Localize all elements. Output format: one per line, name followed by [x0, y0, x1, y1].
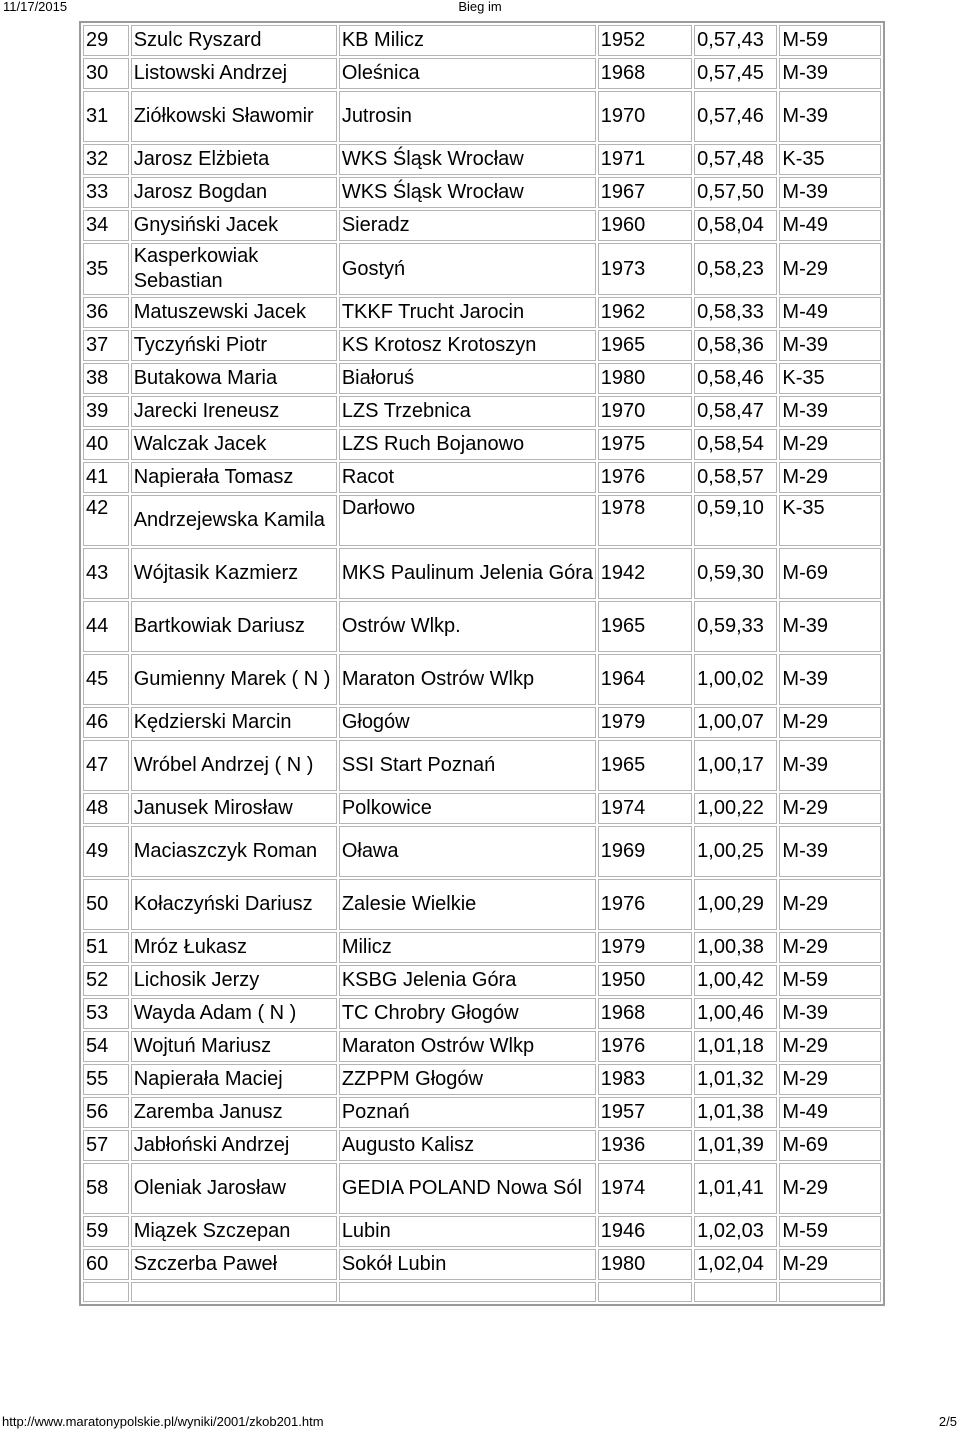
- finish-time: 0,57,48: [694, 144, 777, 175]
- birth-year: 1980: [598, 1249, 692, 1280]
- age-category: M-39: [779, 826, 881, 877]
- table-row: [83, 965, 881, 996]
- table-row: [83, 879, 881, 930]
- table-row: [83, 330, 881, 361]
- empty-cell: [131, 1282, 337, 1302]
- age-category: K-35: [779, 144, 881, 175]
- runner-club: KSBG Jelenia Góra: [339, 965, 596, 996]
- age-category: M-49: [779, 210, 881, 241]
- runner-name: Tyczyński Piotr: [131, 330, 337, 361]
- finish-time: 0,58,36: [694, 330, 777, 361]
- age-category: M-29: [779, 243, 881, 295]
- table-row: [83, 297, 881, 328]
- table-row: [83, 1097, 881, 1128]
- result-position: 43: [83, 548, 129, 599]
- runner-club: Poznań: [339, 1097, 596, 1128]
- age-category: M-59: [779, 25, 881, 56]
- table-row: [83, 396, 881, 427]
- table-row: [83, 1249, 881, 1280]
- runner-name: Oleniak Jarosław: [131, 1163, 337, 1214]
- birth-year: 1964: [598, 654, 692, 705]
- birth-year: 1974: [598, 1163, 692, 1214]
- age-category: M-59: [779, 1216, 881, 1247]
- runner-club: KB Milicz: [339, 25, 596, 56]
- result-position: 60: [83, 1249, 129, 1280]
- result-position: 29: [83, 25, 129, 56]
- table-row: [83, 548, 881, 599]
- runner-club: Oława: [339, 826, 596, 877]
- birth-year: 1979: [598, 707, 692, 738]
- page-title: Bieg im: [458, 0, 502, 14]
- runner-club: WKS Śląsk Wrocław: [339, 177, 596, 208]
- runner-club: KS Krotosz Krotoszyn: [339, 330, 596, 361]
- result-position: 58: [83, 1163, 129, 1214]
- runner-name: Wayda Adam ( N ): [131, 998, 337, 1029]
- table-row: [83, 1163, 881, 1214]
- table-row: [83, 429, 881, 460]
- runner-name: Ziółkowski Sławomir: [131, 91, 337, 142]
- finish-time: 0,58,47: [694, 396, 777, 427]
- age-category: M-29: [779, 793, 881, 824]
- runner-club: GEDIA POLAND Nowa Sól: [339, 1163, 596, 1214]
- runner-name: Szulc Ryszard: [131, 25, 337, 56]
- runner-name: Wojtuń Mariusz: [131, 1031, 337, 1062]
- runner-club: Racot: [339, 462, 596, 493]
- runner-name: Matuszewski Jacek: [131, 297, 337, 328]
- birth-year: 1978: [598, 495, 692, 546]
- runner-name: Lichosik Jerzy: [131, 965, 337, 996]
- table-row: [83, 1064, 881, 1095]
- age-category: M-69: [779, 548, 881, 599]
- runner-name: Walczak Jacek: [131, 429, 337, 460]
- result-position: 59: [83, 1216, 129, 1247]
- result-position: 38: [83, 363, 129, 394]
- runner-name: Jabłoński Andrzej: [131, 1130, 337, 1161]
- birth-year: 1950: [598, 965, 692, 996]
- runner-club: Darłowo: [339, 495, 596, 546]
- runner-name: Wróbel Andrzej ( N ): [131, 740, 337, 791]
- finish-time: 0,57,43: [694, 25, 777, 56]
- table-row: [83, 740, 881, 791]
- runner-name: Zaremba Janusz: [131, 1097, 337, 1128]
- runner-club: MKS Paulinum Jelenia Góra: [339, 548, 596, 599]
- birth-year: 1967: [598, 177, 692, 208]
- result-position: 48: [83, 793, 129, 824]
- table-row: [83, 177, 881, 208]
- runner-name: Listowski Andrzej: [131, 58, 337, 89]
- result-position: 50: [83, 879, 129, 930]
- result-position: 39: [83, 396, 129, 427]
- birth-year: 1962: [598, 297, 692, 328]
- birth-year: 1974: [598, 793, 692, 824]
- age-category: M-29: [779, 1031, 881, 1062]
- result-position: 31: [83, 91, 129, 142]
- finish-time: 1,00,46: [694, 998, 777, 1029]
- result-position: 46: [83, 707, 129, 738]
- birth-year: 1936: [598, 1130, 692, 1161]
- birth-year: 1975: [598, 429, 692, 460]
- runner-name: Wójtasik Kazmierz: [131, 548, 337, 599]
- result-position: 36: [83, 297, 129, 328]
- finish-time: 1,01,38: [694, 1097, 777, 1128]
- birth-year: 1976: [598, 1031, 692, 1062]
- runner-club: Sieradz: [339, 210, 596, 241]
- birth-year: 1976: [598, 879, 692, 930]
- empty-cell: [339, 1282, 596, 1302]
- runner-club: Jutrosin: [339, 91, 596, 142]
- result-position: 54: [83, 1031, 129, 1062]
- runner-name: Butakowa Maria: [131, 363, 337, 394]
- finish-time: 1,00,38: [694, 932, 777, 963]
- runner-club: WKS Śląsk Wrocław: [339, 144, 596, 175]
- table-row: [83, 932, 881, 963]
- runner-club: Lubin: [339, 1216, 596, 1247]
- table-row: [83, 793, 881, 824]
- result-position: 42: [83, 495, 129, 546]
- age-category: M-39: [779, 740, 881, 791]
- age-category: M-69: [779, 1130, 881, 1161]
- runner-club: Gostyń: [339, 243, 596, 295]
- table-row: [83, 998, 881, 1029]
- runner-name: Janusek Mirosław: [131, 793, 337, 824]
- runner-name: Gnysiński Jacek: [131, 210, 337, 241]
- result-position: 34: [83, 210, 129, 241]
- age-category: M-39: [779, 601, 881, 652]
- runner-club: Milicz: [339, 932, 596, 963]
- age-category: M-39: [779, 177, 881, 208]
- table-row: [83, 495, 881, 546]
- result-position: 53: [83, 998, 129, 1029]
- result-position: 56: [83, 1097, 129, 1128]
- birth-year: 1960: [598, 210, 692, 241]
- birth-year: 1968: [598, 58, 692, 89]
- page-header: [0, 0, 960, 14]
- result-position: 41: [83, 462, 129, 493]
- finish-time: 0,58,33: [694, 297, 777, 328]
- finish-time: 0,58,54: [694, 429, 777, 460]
- birth-year: 1969: [598, 826, 692, 877]
- result-position: 49: [83, 826, 129, 877]
- table-row: [83, 826, 881, 877]
- age-category: M-29: [779, 1163, 881, 1214]
- finish-time: 1,00,17: [694, 740, 777, 791]
- runner-name: Maciaszczyk Roman: [131, 826, 337, 877]
- age-category: M-39: [779, 330, 881, 361]
- finish-time: 1,01,18: [694, 1031, 777, 1062]
- birth-year: 1965: [598, 601, 692, 652]
- runner-name: Jarecki Ireneusz: [131, 396, 337, 427]
- table-row: [83, 363, 881, 394]
- runner-name: Kołaczyński Dariusz: [131, 879, 337, 930]
- runner-club: Białoruś: [339, 363, 596, 394]
- finish-time: 0,58,46: [694, 363, 777, 394]
- table-row: [83, 91, 881, 142]
- age-category: K-35: [779, 495, 881, 546]
- finish-time: 1,00,22: [694, 793, 777, 824]
- result-position: 44: [83, 601, 129, 652]
- table-row: [83, 654, 881, 705]
- birth-year: 1946: [598, 1216, 692, 1247]
- age-category: M-39: [779, 58, 881, 89]
- finish-time: 0,57,45: [694, 58, 777, 89]
- runner-club: Maraton Ostrów Wlkp: [339, 654, 596, 705]
- result-position: 52: [83, 965, 129, 996]
- birth-year: 1965: [598, 740, 692, 791]
- table-row: [83, 462, 881, 493]
- runner-club: Oleśnica: [339, 58, 596, 89]
- runner-club: Głogów: [339, 707, 596, 738]
- finish-time: 1,00,29: [694, 879, 777, 930]
- result-position: 47: [83, 740, 129, 791]
- birth-year: 1957: [598, 1097, 692, 1128]
- birth-year: 1980: [598, 363, 692, 394]
- age-category: M-49: [779, 297, 881, 328]
- empty-cell: [83, 1282, 129, 1302]
- age-category: M-29: [779, 429, 881, 460]
- result-position: 51: [83, 932, 129, 963]
- result-position: 40: [83, 429, 129, 460]
- result-position: 33: [83, 177, 129, 208]
- runner-name: Kasperkowiak Sebastian: [131, 243, 337, 295]
- runner-club: ZZPPM Głogów: [339, 1064, 596, 1095]
- birth-year: 1971: [598, 144, 692, 175]
- finish-time: 1,00,02: [694, 654, 777, 705]
- finish-time: 0,57,50: [694, 177, 777, 208]
- age-category: M-29: [779, 462, 881, 493]
- runner-club: SSI Start Poznań: [339, 740, 596, 791]
- age-category: M-59: [779, 965, 881, 996]
- table-row: [83, 601, 881, 652]
- birth-year: 1942: [598, 548, 692, 599]
- runner-club: LZS Ruch Bojanowo: [339, 429, 596, 460]
- age-category: M-39: [779, 91, 881, 142]
- runner-name: Miązek Szczepan: [131, 1216, 337, 1247]
- finish-time: 0,58,57: [694, 462, 777, 493]
- finish-time: 1,00,25: [694, 826, 777, 877]
- result-position: 57: [83, 1130, 129, 1161]
- finish-time: 1,02,03: [694, 1216, 777, 1247]
- birth-year: 1970: [598, 396, 692, 427]
- runner-club: Zalesie Wielkie: [339, 879, 596, 930]
- runner-club: TC Chrobry Głogów: [339, 998, 596, 1029]
- results-table: [79, 21, 885, 1306]
- empty-cell: [694, 1282, 777, 1302]
- empty-cell: [779, 1282, 881, 1302]
- runner-name: Jarosz Elżbieta: [131, 144, 337, 175]
- runner-name: Szczerba Paweł: [131, 1249, 337, 1280]
- age-category: M-29: [779, 1249, 881, 1280]
- birth-year: 1976: [598, 462, 692, 493]
- result-position: 32: [83, 144, 129, 175]
- age-category: M-39: [779, 654, 881, 705]
- runner-name: Bartkowiak Dariusz: [131, 601, 337, 652]
- finish-time: 0,58,23: [694, 243, 777, 295]
- age-category: M-29: [779, 1064, 881, 1095]
- runner-club: LZS Trzebnica: [339, 396, 596, 427]
- runner-name: Napierała Maciej: [131, 1064, 337, 1095]
- page-number: 2/5: [938, 1414, 957, 1429]
- finish-time: 1,00,42: [694, 965, 777, 996]
- age-category: M-39: [779, 998, 881, 1029]
- finish-time: 0,59,30: [694, 548, 777, 599]
- birth-year: 1952: [598, 25, 692, 56]
- finish-time: 0,58,04: [694, 210, 777, 241]
- print-date: 11/17/2015: [3, 0, 68, 14]
- birth-year: 1970: [598, 91, 692, 142]
- table-row: [83, 1216, 881, 1247]
- table-row: [83, 707, 881, 738]
- result-position: 37: [83, 330, 129, 361]
- empty-cell: [598, 1282, 692, 1302]
- table-row: [83, 243, 881, 295]
- runner-name: Mróz Łukasz: [131, 932, 337, 963]
- birth-year: 1965: [598, 330, 692, 361]
- page-url: http://www.maratonypolskie.pl/wyniki/2001/zkob201.htm: [2, 1414, 324, 1429]
- birth-year: 1983: [598, 1064, 692, 1095]
- table-row: [83, 1130, 881, 1161]
- finish-time: 1,00,07: [694, 707, 777, 738]
- runner-club: Polkowice: [339, 793, 596, 824]
- finish-time: 1,02,04: [694, 1249, 777, 1280]
- finish-time: 1,01,39: [694, 1130, 777, 1161]
- runner-name: Andrzejewska Kamila: [131, 495, 337, 546]
- runner-name: Napierała Tomasz: [131, 462, 337, 493]
- age-category: M-39: [779, 396, 881, 427]
- runner-club: Ostrów Wlkp.: [339, 601, 596, 652]
- runner-club: Maraton Ostrów Wlkp: [339, 1031, 596, 1062]
- finish-time: 1,01,41: [694, 1163, 777, 1214]
- runner-club: Sokół Lubin: [339, 1249, 596, 1280]
- runner-name: Kędzierski Marcin: [131, 707, 337, 738]
- age-category: M-29: [779, 932, 881, 963]
- table-row-continued: [83, 1282, 881, 1302]
- birth-year: 1979: [598, 932, 692, 963]
- result-position: 30: [83, 58, 129, 89]
- age-category: K-35: [779, 363, 881, 394]
- age-category: M-29: [779, 879, 881, 930]
- table-row: [83, 1031, 881, 1062]
- birth-year: 1968: [598, 998, 692, 1029]
- table-row: [83, 210, 881, 241]
- table-row: [83, 144, 881, 175]
- result-position: 45: [83, 654, 129, 705]
- birth-year: 1973: [598, 243, 692, 295]
- runner-club: TKKF Trucht Jarocin: [339, 297, 596, 328]
- age-category: M-49: [779, 1097, 881, 1128]
- age-category: M-29: [779, 707, 881, 738]
- runner-name: Jarosz Bogdan: [131, 177, 337, 208]
- finish-time: 1,01,32: [694, 1064, 777, 1095]
- runner-name: Gumienny Marek ( N ): [131, 654, 337, 705]
- table-row: [83, 58, 881, 89]
- result-position: 35: [83, 243, 129, 295]
- finish-time: 0,59,10: [694, 495, 777, 546]
- finish-time: 0,57,46: [694, 91, 777, 142]
- table-row: [83, 25, 881, 56]
- runner-club: Augusto Kalisz: [339, 1130, 596, 1161]
- result-position: 55: [83, 1064, 129, 1095]
- finish-time: 0,59,33: [694, 601, 777, 652]
- page-footer: [0, 1415, 960, 1429]
